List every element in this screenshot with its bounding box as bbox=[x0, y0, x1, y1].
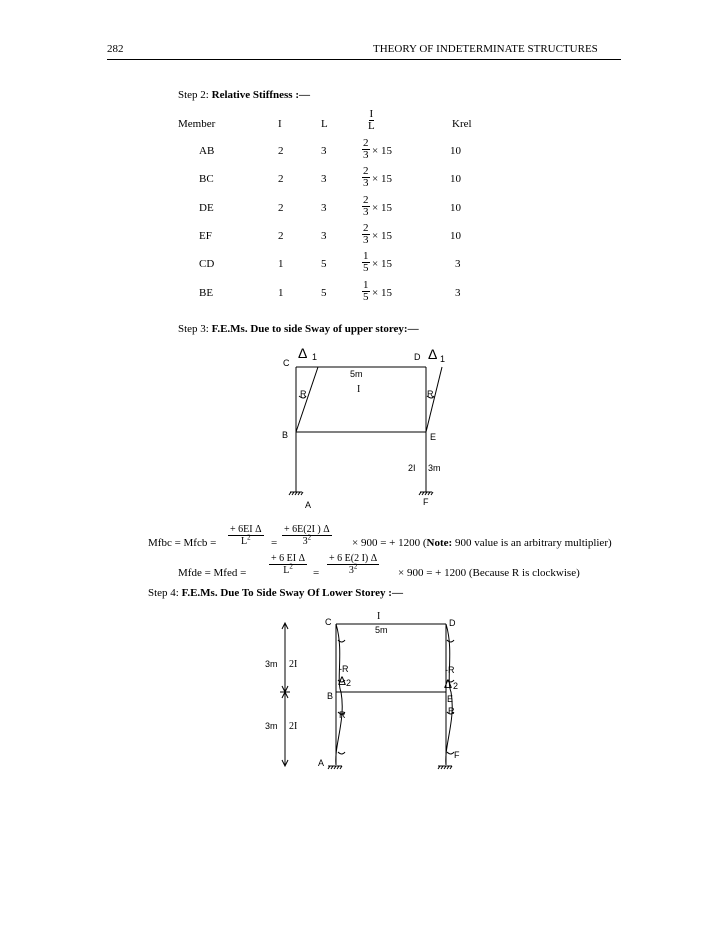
eq2-f2-sq: 2 bbox=[353, 562, 358, 571]
row-l: 5 bbox=[321, 287, 327, 299]
eq1-f1-sq: 2 bbox=[247, 533, 251, 542]
row-member: BE bbox=[199, 287, 214, 299]
fig2-span: 5m bbox=[375, 625, 388, 635]
fig2-label-c: C bbox=[325, 617, 332, 627]
delta1-left-sub: 1 bbox=[312, 352, 318, 362]
running-title: THEORY OF INDETERMINATE STRUCTURES bbox=[373, 43, 598, 55]
eq2-frac1 bbox=[269, 553, 307, 576]
eq1-lhs: Mfbc = Mfcb = bbox=[148, 537, 217, 549]
row-frac-den: 3 bbox=[363, 234, 369, 246]
label-height: 3m bbox=[428, 463, 441, 473]
row-i: 2 bbox=[278, 173, 284, 185]
row-frac-num: 2 bbox=[363, 222, 369, 234]
row-times-15: × 15 bbox=[372, 258, 392, 270]
page-number: 282 bbox=[107, 43, 124, 55]
eq2-f1-den-wrap bbox=[283, 562, 293, 576]
eq2-f1-den: L bbox=[283, 565, 290, 576]
eq2-f2-num: + 6 E(2 I) Δ bbox=[329, 553, 378, 564]
row-frac-num: 1 bbox=[363, 250, 369, 262]
fig2-label-f: F bbox=[454, 750, 460, 760]
deflected-left bbox=[336, 624, 342, 765]
eq1-frac2 bbox=[282, 524, 332, 547]
step2-title: Relative Stiffness : bbox=[211, 89, 299, 101]
fig2-neg-r-right: -R bbox=[445, 665, 455, 675]
eq1-note: 900 value is an arbitrary multiplier) bbox=[452, 537, 612, 549]
row-i: 2 bbox=[278, 145, 284, 157]
row-member: DE bbox=[199, 202, 214, 214]
fig2-delta-left-sub: 2 bbox=[346, 678, 352, 688]
fig2-beam-i: I bbox=[377, 611, 381, 622]
row-i: 2 bbox=[278, 202, 284, 214]
row-times-15: × 15 bbox=[372, 287, 392, 299]
delta1-left: Δ bbox=[298, 345, 308, 361]
row-frac-den: 3 bbox=[363, 149, 369, 161]
row-times-15: × 15 bbox=[372, 145, 392, 157]
row-frac-den: 3 bbox=[363, 177, 369, 189]
eq1-f2-num: + 6E(2I ) Δ bbox=[284, 524, 330, 535]
label-r-right: R bbox=[427, 389, 434, 399]
row-i: 1 bbox=[278, 258, 284, 270]
label-r-left: R bbox=[300, 389, 307, 399]
fig2-r-left: R bbox=[339, 710, 346, 720]
row-l: 3 bbox=[321, 230, 327, 242]
step4-label: Step 4: bbox=[148, 587, 179, 599]
row-frac-num: 2 bbox=[363, 194, 369, 206]
upper-sway-figure bbox=[289, 367, 442, 495]
fig2-label-e: E bbox=[447, 694, 454, 704]
row-l: 3 bbox=[321, 173, 327, 185]
eq2-equals: = bbox=[313, 567, 320, 579]
row-member: BC bbox=[199, 173, 214, 185]
fig2-label-b: B bbox=[327, 691, 334, 701]
eq2-f1-sq: 2 bbox=[289, 562, 293, 571]
step3-title: F.E.Ms. Due to side Sway of upper storey: bbox=[211, 323, 408, 335]
col-il-den: L bbox=[368, 120, 375, 132]
eq1-f1-den-wrap bbox=[240, 533, 251, 547]
eq1-frac1 bbox=[228, 524, 264, 547]
step4-dash: — bbox=[391, 587, 403, 599]
col-il-num: I bbox=[369, 108, 374, 120]
label-f: F bbox=[423, 497, 429, 507]
row-l: 5 bbox=[321, 258, 327, 270]
fig2-delta-left: Δ bbox=[338, 674, 347, 688]
eq2-f2-den-wrap bbox=[348, 562, 358, 576]
row-i: 2 bbox=[278, 230, 284, 242]
deflected-bc bbox=[296, 367, 318, 432]
row-krel: 10 bbox=[450, 145, 461, 157]
delta1-right-sub: 1 bbox=[440, 354, 446, 364]
eq2-f1-num: + 6 EI Δ bbox=[271, 553, 306, 564]
fig2-r-right: R bbox=[448, 706, 455, 716]
eq2-frac2 bbox=[327, 553, 379, 576]
fig2-label-d: D bbox=[449, 618, 456, 628]
label-col-2i: 2I bbox=[408, 463, 416, 473]
fig2-col1: 2I bbox=[289, 659, 298, 670]
fig2-col2: 2I bbox=[289, 721, 298, 732]
row-frac-num: 1 bbox=[363, 279, 369, 291]
eq1-f1-den: L bbox=[240, 536, 248, 547]
eq1-f1-num: + 6EI Δ bbox=[230, 524, 262, 535]
fig2-delta-right-sub: 2 bbox=[453, 681, 459, 691]
row-member: AB bbox=[199, 145, 215, 157]
row-member: EF bbox=[199, 230, 212, 242]
eq2-f2-den: 3 bbox=[348, 565, 354, 576]
row-times-15: × 15 bbox=[372, 202, 392, 214]
row-frac-den: 3 bbox=[363, 206, 369, 218]
fig2-h1: 3m bbox=[265, 659, 278, 669]
row-frac-num: 2 bbox=[363, 165, 369, 177]
step4-heading bbox=[148, 587, 403, 599]
eq1-rest bbox=[352, 537, 612, 549]
col-i: I bbox=[278, 118, 282, 130]
col-member: Member bbox=[178, 118, 216, 130]
eq2-lhs: Mfde = Mfed = bbox=[178, 567, 247, 579]
row-times-15: × 15 bbox=[372, 230, 392, 242]
fig2-delta-right: Δ bbox=[444, 677, 453, 691]
step2-label: Step 2: bbox=[178, 89, 209, 101]
lower-sway-figure bbox=[280, 623, 454, 769]
eq1-note-label: Note: bbox=[426, 537, 453, 549]
row-frac-den: 5 bbox=[363, 291, 369, 303]
row-krel: 10 bbox=[450, 230, 461, 242]
row-member: CD bbox=[199, 258, 215, 270]
row-l: 3 bbox=[321, 145, 327, 157]
col-krel: Krel bbox=[452, 118, 472, 130]
step3-dash: — bbox=[407, 323, 419, 335]
row-krel: 10 bbox=[450, 202, 461, 214]
row-krel: 3 bbox=[455, 287, 461, 299]
label-c: C bbox=[283, 358, 290, 368]
fig2-neg-r-left: -R bbox=[339, 664, 349, 674]
step2-dash: — bbox=[299, 89, 310, 101]
row-frac-num: 2 bbox=[363, 137, 369, 149]
label-e: E bbox=[430, 432, 437, 442]
row-frac-den: 5 bbox=[363, 262, 369, 274]
label-d: D bbox=[414, 352, 421, 362]
label-beam-i: I bbox=[357, 384, 361, 395]
label-a: A bbox=[305, 500, 312, 510]
row-i: 1 bbox=[278, 287, 284, 299]
row-times-15: × 15 bbox=[372, 173, 392, 185]
row-krel: 3 bbox=[455, 258, 461, 270]
eq1-f2-sq: 2 bbox=[307, 533, 312, 542]
step4-title: F.E.Ms. Due To Side Sway Of Lower Storey : bbox=[181, 587, 392, 599]
label-b: B bbox=[282, 430, 289, 440]
eq1-equals: = bbox=[271, 537, 278, 549]
eq1-rest-text: × 900 = + 1200 ( bbox=[352, 537, 427, 549]
row-l: 3 bbox=[321, 202, 327, 214]
label-span: 5m bbox=[350, 369, 363, 379]
fig2-h2: 3m bbox=[265, 721, 278, 731]
eq2-rest: × 900 = + 1200 (Because R is clockwise) bbox=[398, 567, 580, 579]
row-krel: 10 bbox=[450, 173, 461, 185]
deflected-ef bbox=[426, 367, 442, 432]
delta1-right: Δ bbox=[428, 346, 438, 362]
eq1-f2-den: 3 bbox=[302, 536, 308, 547]
step3-label: Step 3: bbox=[178, 323, 209, 335]
eq1-f2-den-wrap bbox=[302, 533, 312, 547]
col-l: L bbox=[321, 118, 328, 130]
fig2-label-a: A bbox=[318, 758, 325, 768]
